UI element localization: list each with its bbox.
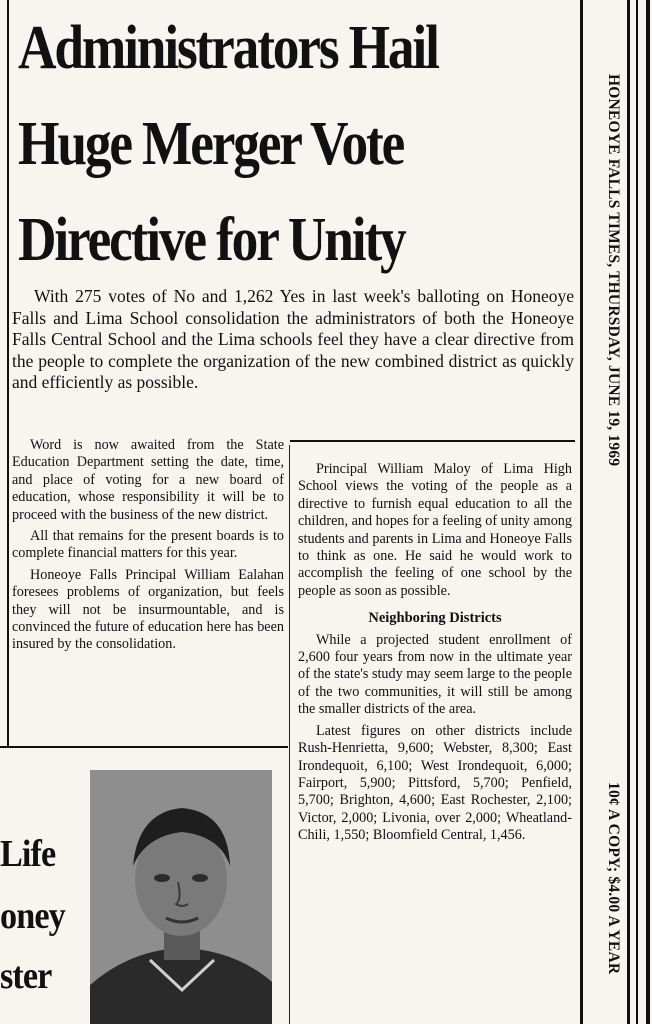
lede-divider: [290, 440, 575, 442]
article-headline: [18, 0, 500, 288]
column-divider: [289, 445, 290, 1024]
headline-line-3: Directive for Unity: [18, 206, 405, 274]
column2-paragraph-1: Principal William Maloy of Lima High School views the voting of the people as a directive to furnish equal education to all the children, and hopes for a feeling of unity among students and parents in Lima and Honeoye Falls to think as one. He said he would work to accomplish the feeling of one school by the people as soon as possible.: [298, 461, 572, 599]
margin-rule-2: [636, 0, 638, 1024]
left-column-rule: [7, 0, 9, 748]
folio-masthead: HONEOYE FALLS TIMES, THURSDAY, JUNE 19, 1969: [605, 74, 622, 467]
adjacent-headline-line-2: oney: [0, 895, 65, 937]
right-border-rule: [580, 0, 583, 1024]
headline-line-1: Administrators Hail: [18, 14, 438, 82]
column2-subhead: Neighboring Districts: [368, 610, 502, 627]
portrait-photo: [90, 770, 272, 1024]
column2-paragraph-2: While a projected student enrollment of 2,600 four years from now in the ultimate year of the state's study may seem large to the people of the two communities, it will still be among the smaller districts of the area.: [298, 631, 572, 718]
article-lede: With 275 votes of No and 1,262 Yes in last week's balloting on Honeoye Falls and Lima School consolidation the administrators of both the Honeoye Falls Central School and the Lima schools feel they have a clear directive from the people to complete the organization of the new combined district as quickly and efficiently as possible.: [12, 286, 574, 392]
margin-rule-3: [646, 0, 650, 1024]
portrait-illustration: [90, 770, 272, 1024]
adjacent-headline-line-3: ster: [0, 955, 52, 997]
adjacent-headline-line-1: Life: [0, 833, 56, 875]
folio-price: 10¢ A COPY; $4.00 A YEAR: [605, 782, 622, 975]
column1-bottom-rule: [0, 746, 288, 748]
headline-line-2: Huge Merger Vote: [18, 110, 404, 178]
column1-paragraph-1: Word is now awaited from the State Education Department setting the date, time, and place of voting for a new board of education, whose responsibility it will be to proceed with the business of the new district.: [12, 437, 284, 523]
column1-paragraph-2: All that remains for the present boards is to complete financial matters for this year.: [12, 528, 284, 562]
column1-paragraph-3: Honeoye Falls Principal William Ealahan foresees problems of organization, but feels they will not be insurmountable, and is convinced the future of education here has been insured by the consolidation.: [12, 566, 284, 653]
margin-rule-1: [627, 0, 630, 1024]
column2-paragraph-3: Latest figures on other districts include Rush-Henrietta, 9,600; Webster, 8,300; East Irondequoit, 6,100; West Irondequoit, 6,000; Fairport, 5,900; Pittsford, 5,700; Penfield, 5,700; Brighton, 4,600; East Rochester, 2,100; Victor, 2,000; Livonia, over 2,000; Wheatland-Chili, 1,550; Bloomfield Central, 1,456.: [298, 722, 572, 844]
article-column-1: [12, 437, 284, 658]
article-column-2: [298, 461, 572, 849]
